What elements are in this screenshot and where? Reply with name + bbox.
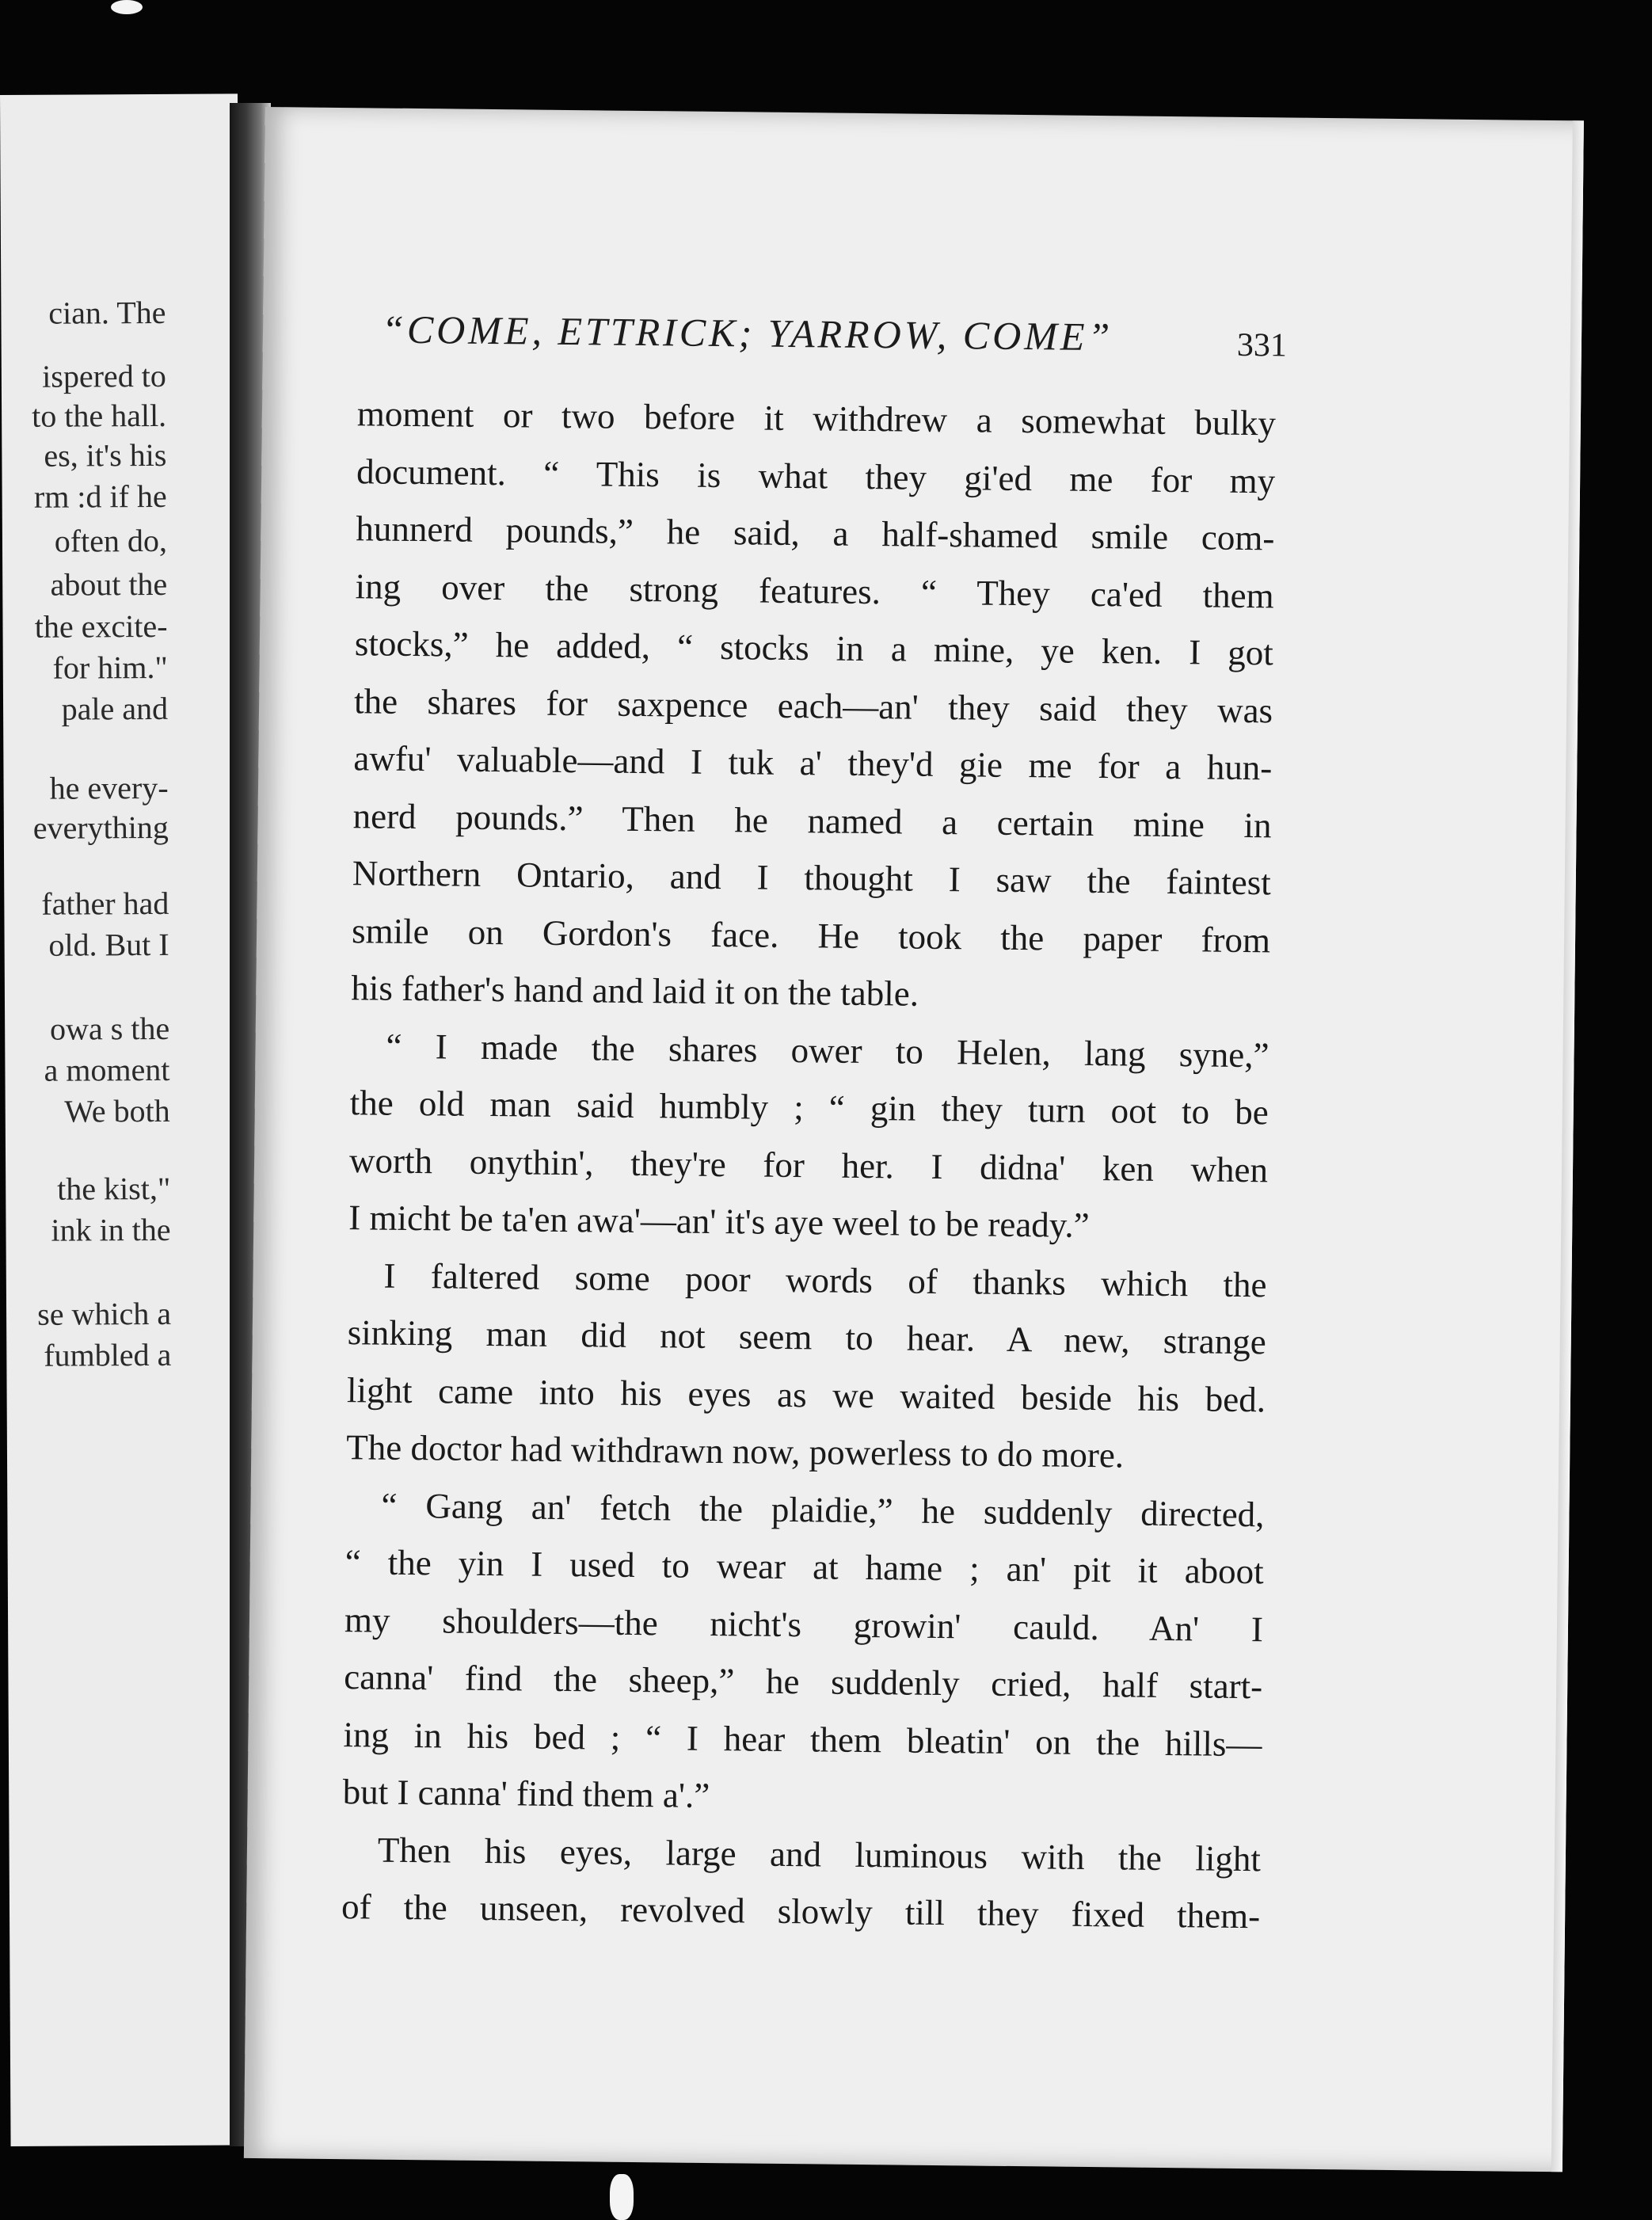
text-line: I faltered some poor words of thanks which the [383,1255,1267,1304]
left-page-line: pale and [61,690,169,727]
text-line: his father's hand and laid it on the table. [351,968,919,1014]
text-line: I micht be ta'en awa'—an' it's aye weel to be ready.” [348,1198,1090,1245]
text-line: document. “ This is what they gi'ed me for my [356,451,1276,501]
text-line: worth onythin', they're for her. I didna' ken when [348,1140,1269,1190]
text-line: smile on Gordon's face. He took the paper from [351,910,1271,960]
scan-artifact [111,0,143,14]
paragraph [341,1821,1261,1945]
text-line: moment or two before it withdrew a somewhat bulky [356,394,1277,444]
text-line: canna' find the sheep,” he suddenly cried, half start- [343,1657,1263,1707]
left-page-line: he every- [49,769,169,806]
text-line: stocks,” he added, “ stocks in a mine, ye ken. I got [354,623,1274,673]
left-page-line: se which a [37,1295,172,1332]
left-page-text [0,93,238,1373]
left-page-line: es, it's his [44,436,167,474]
left-page-line: the kist," [57,1170,171,1207]
left-page-line: everything [32,809,169,846]
paragraph [342,1476,1264,1830]
left-page-line: ink in the [51,1211,171,1248]
text-line: Then his eyes, large and luminous with the light [377,1830,1262,1879]
scan-artifact [610,2174,634,2220]
paragraph [348,1017,1269,1256]
text-line: ing over the strong features. “ They ca'ed them [355,565,1274,615]
text-line: Northern Ontario, and I thought I saw the faintest [352,853,1272,903]
left-page-line: We both [64,1092,170,1129]
left-page-line: for him." [52,649,168,686]
text-line: hunnerd pounds,” he said, a half-shamed smile com- [356,508,1275,558]
paragraph [351,385,1276,1026]
left-page-line: owa s the [49,1010,170,1047]
left-page [0,93,249,2146]
text-line: “ I made the shares ower to Helen, lang syne,” [386,1026,1269,1075]
text-line: the shares for saxpence each—an' they said they was [353,680,1273,730]
page-body-text [341,385,1276,1945]
running-head: “COME, ETTRICK; YARROW, COME” [381,307,1113,360]
left-page-line: rm :d if he [33,478,167,515]
right-page [244,107,1584,2172]
text-line: of the unseen, revolved slowly till they fixed them- [341,1887,1261,1936]
text-line: but I canna' find them a'.” [342,1772,710,1815]
text-line: “ Gang an' fetch the plaidie,” he suddenly directed, [381,1485,1265,1534]
left-page-line: to the hall. [32,397,167,434]
left-page-line: the excite- [34,607,168,645]
left-page-line: old. But I [48,926,169,963]
text-line: sinking man did not seem to hear. A new, strange [347,1312,1267,1362]
text-line: the old man said humbly ; “ gin they turn oot to be [349,1083,1269,1133]
left-page-line: father had [41,885,169,922]
left-page-line: about the [50,565,168,603]
text-line: nerd pounds.” Then he named a certain mine in [352,795,1272,845]
text-line: “ the yin I used to wear at hame ; an' pit it aboot [344,1542,1264,1592]
text-line: awfu' valuable—and I tuk a' they'd gie me for a hun- [353,738,1273,788]
page-edge [1551,120,1584,2172]
text-line: The doctor had withdrawn now, powerless to do more. [346,1427,1125,1476]
text-line: my shoulders—the nicht's growin' cauld. An' I [344,1599,1264,1649]
left-page-line: often do, [54,522,168,559]
left-page-line: cian. The [48,294,166,331]
text-line: ing in his bed ; “ I hear them bleatin' on the hills— [343,1714,1262,1764]
page-number: 331 [1236,326,1288,364]
paragraph [346,1247,1267,1486]
left-page-line: ispered to [42,357,166,394]
text-line: light came into his eyes as we waited beside his bed. [346,1369,1266,1419]
left-page-line: fumbled a [44,1336,172,1373]
left-page-line: a moment [44,1051,170,1088]
